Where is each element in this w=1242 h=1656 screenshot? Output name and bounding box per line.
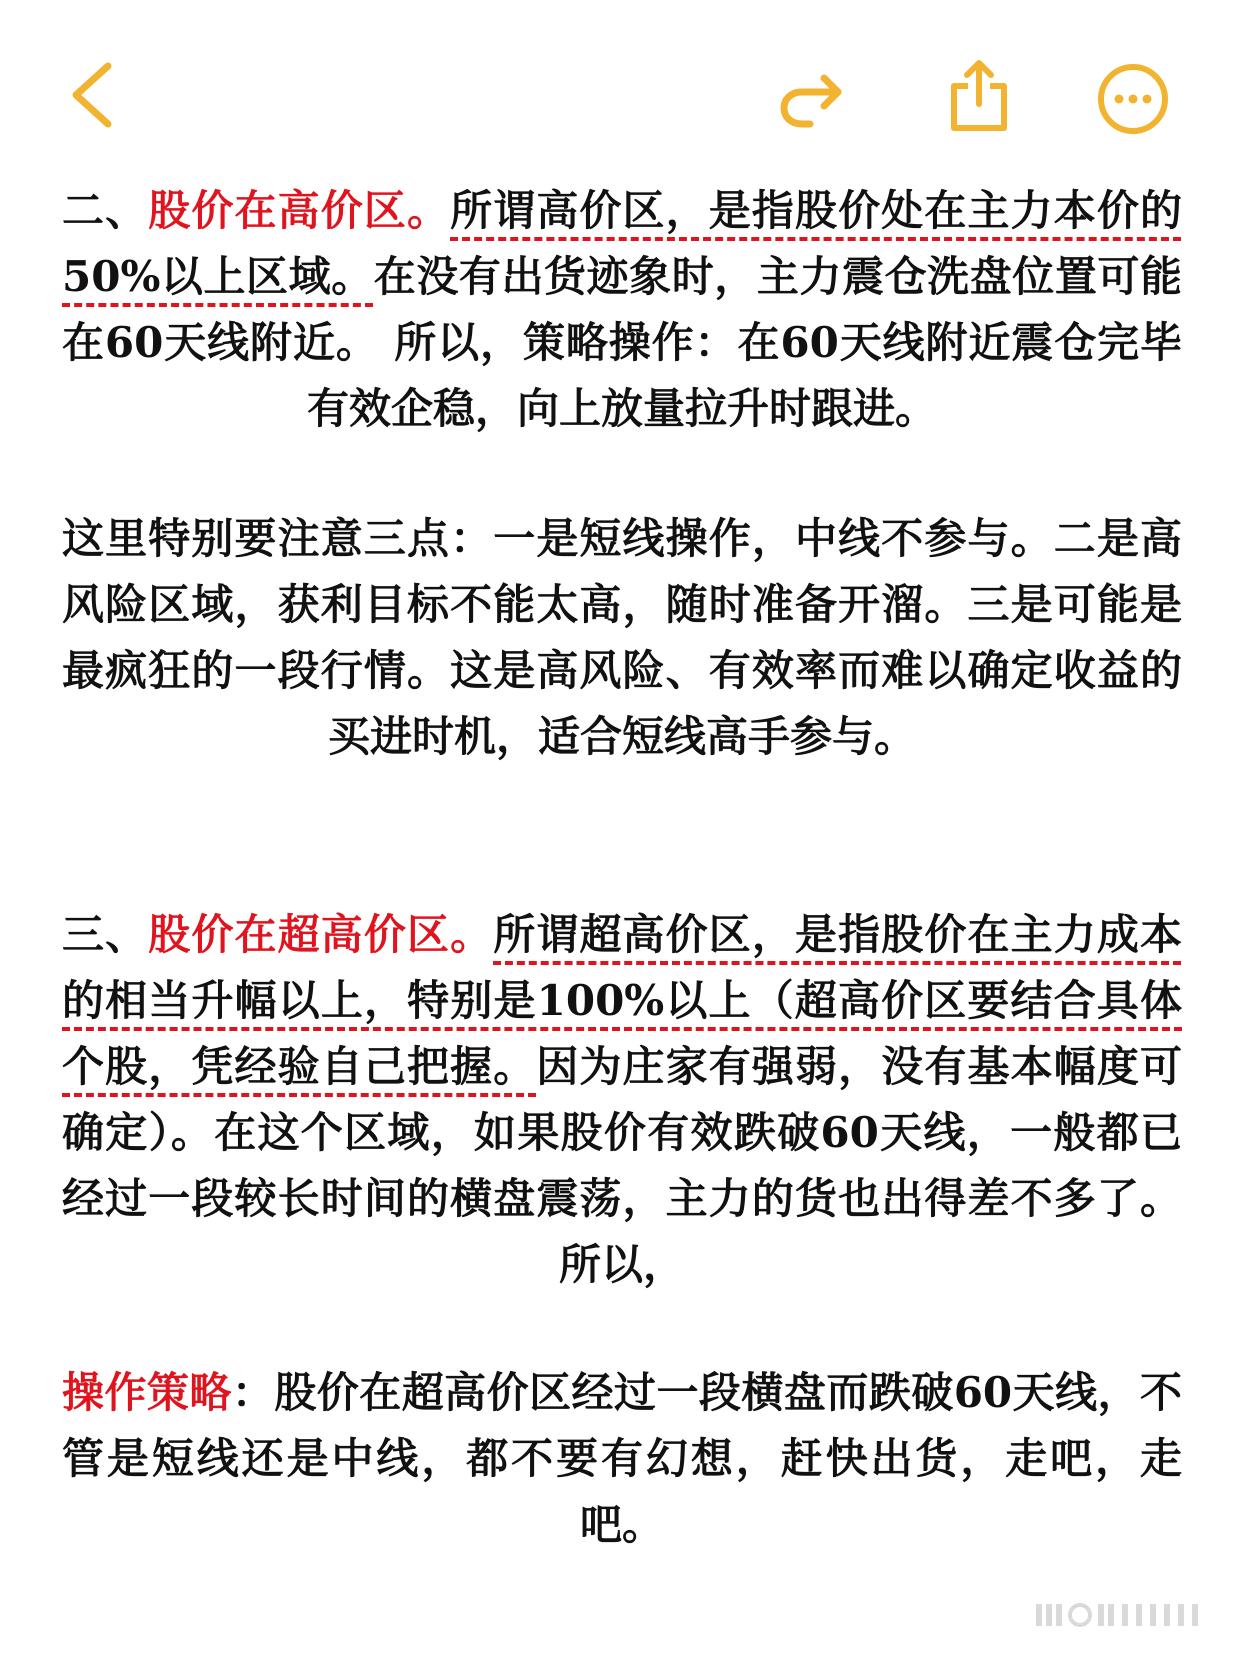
section-body: 这里特别要注意三点：一是短线操作，中线不参与。二是高风险区域，获利目标不能太高，随时准备开溜。三是可能是最疯狂的一段行情。这是高风险、有效率而难以确定收益的买进时机，适合短线高手参与。 [62, 514, 1182, 761]
more-dots-icon [1096, 62, 1170, 136]
section-heading: 股价在超高价区。 [148, 910, 494, 959]
section-strategy [62, 1360, 1182, 1558]
section-prefix: 三、 [62, 910, 149, 959]
section-high-price [62, 178, 1182, 442]
section-prefix: 二、 [62, 186, 149, 235]
more-options-button[interactable] [1096, 62, 1170, 136]
share-upload-icon [948, 58, 1010, 132]
chevron-left-icon [68, 62, 118, 128]
section-super-high-price [62, 902, 1182, 1298]
back-button[interactable] [68, 62, 118, 128]
redo-button[interactable] [780, 70, 846, 128]
top-toolbar [0, 0, 1242, 170]
section-body: ：股价在超高价区经过一段横盘而跌破60天线，不管是短线还是中线，都不要有幻想，赶快出货，走吧，走吧。 [62, 1368, 1182, 1549]
note-content [62, 178, 1182, 1558]
section-heading: 股价在高价区。 [148, 186, 451, 235]
section-notes [62, 506, 1182, 770]
section-body: 在没有出货迹象时，主力震仓洗盘位置可能在60天线附近。 所以，策略操作：在60天线附近震仓完毕有效企稳，向上放量拉升时跟进。 [62, 252, 1182, 433]
watermark-logo [1032, 1594, 1202, 1634]
redo-arrow-icon [780, 70, 846, 128]
section-body: 因为庄家有强弱，没有基本幅度可确定）。在这个区域，如果股价有效跌破60天线，一般都已经过一段较长时间的横盘震荡，主力的货也出得差不多了。 所以， [62, 1042, 1182, 1289]
section-heading: 操作策略 [62, 1368, 232, 1417]
share-button[interactable] [948, 58, 1010, 132]
underlined-definition: 所谓超高价区，是指股价在主力成本的相当升幅以上，特别是100%以上（超高价区要结合具体个股，凭经验自己把握。 [62, 910, 1182, 1091]
underlined-definition: 所谓高价区，是指股价处在主力本价的50%以上区域。 [62, 186, 1182, 301]
